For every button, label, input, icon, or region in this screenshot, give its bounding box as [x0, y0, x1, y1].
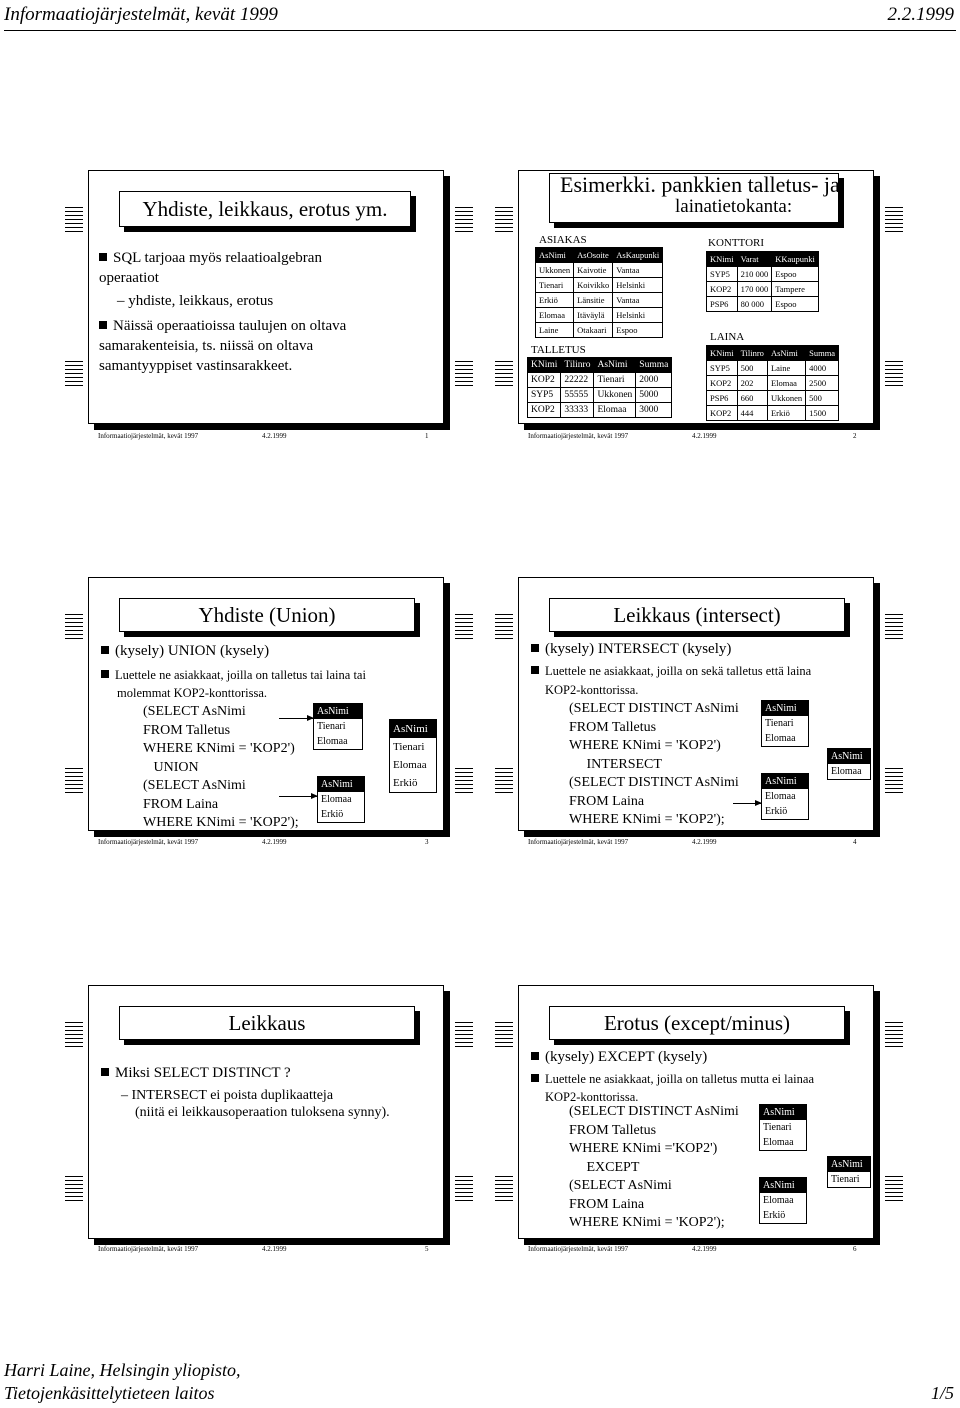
table-cell: Elomaa: [594, 403, 636, 418]
table-cell: Erkiö: [536, 293, 574, 308]
margin-lines: [885, 361, 903, 389]
table-cell: SYP5: [707, 361, 738, 376]
column-cell: Elomaa: [317, 736, 348, 747]
query-result-column: [759, 1104, 807, 1151]
column-header: AsNimi: [762, 774, 808, 789]
slide-6: [518, 985, 874, 1239]
bullet-continuation: KOP2-konttorissa.: [545, 1090, 639, 1104]
margin-lines: [65, 207, 83, 235]
query-result-column: [759, 1177, 807, 1224]
table-row: [528, 373, 672, 388]
margin-lines: [455, 614, 473, 642]
table-cell: Tampere: [772, 282, 819, 297]
margin-lines: [455, 1176, 473, 1204]
table-row: [528, 388, 672, 403]
table-row: [707, 361, 839, 376]
table-cell: 22222: [561, 373, 594, 388]
table-cell: KOP2: [707, 406, 738, 421]
table-row: [707, 282, 819, 297]
table-asiakas: [535, 247, 663, 338]
column-header: AsNimi: [390, 720, 436, 738]
column-cell: Erkiö: [765, 806, 788, 817]
column-header: AsNimi: [536, 248, 574, 263]
column-header: Varat: [737, 252, 772, 267]
table-cell: Espoo: [613, 323, 663, 338]
margin-lines: [495, 361, 513, 389]
column-cell: Tienari: [763, 1122, 792, 1133]
table-cell: Helsinki: [613, 278, 663, 293]
column-header: AsKaupunki: [613, 248, 663, 263]
margin-lines: [495, 768, 513, 796]
table-cell: Espoo: [772, 267, 819, 282]
bullet-continuation: molemmat KOP2-konttorissa.: [117, 686, 267, 700]
table-cell: Kaivotie: [574, 263, 613, 278]
sql-query: (SELECT DISTINCT AsNimi FROM Talletus WHERE KNimi ='KOP2') EXCEPT (SELECT AsNimi FROM Laina WHERE KNimi = 'KOP2');: [569, 1104, 739, 1230]
table-header-row: [707, 252, 819, 267]
page-header-date: 2.2.1999: [887, 4, 954, 25]
table-cell: KOP2: [528, 403, 561, 418]
slide-footer-course: Informaatiojärjestelmät, kevät 1997: [98, 432, 199, 440]
slide-number: 4: [853, 838, 857, 846]
title-line: Esimerkki. pankkien talletus- ja: [560, 172, 840, 197]
margin-lines: [495, 614, 513, 642]
table-cell: PSP6: [707, 297, 738, 312]
table-label-talletus: TALLETUS: [531, 344, 586, 356]
table-row: [707, 267, 819, 282]
table-cell: 1500: [806, 406, 839, 421]
slide-4: [518, 577, 874, 831]
bullet-square-icon: [531, 666, 539, 674]
query-result-column: [761, 773, 809, 820]
table-cell: KOP2: [707, 376, 738, 391]
query-result-column: [313, 703, 363, 750]
slide-footer-course: Informaatiojärjestelmät, kevät 1997: [528, 1245, 629, 1253]
table-label-laina: LAINA: [710, 331, 745, 343]
bullet-continuation: samantyyppiset vastinsarakkeet.: [99, 358, 293, 374]
table-cell: Helsinki: [613, 308, 663, 323]
table-cell: KOP2: [707, 282, 738, 297]
slide-title: Yhdiste (Union): [119, 598, 415, 632]
table-cell: 170 000: [737, 282, 772, 297]
table-cell: Elomaa: [536, 308, 574, 323]
table-cell: 444: [737, 406, 767, 421]
table-cell: 2500: [806, 376, 839, 391]
column-cell: Tienari: [765, 718, 794, 729]
table-cell: Ukkonen: [594, 388, 636, 403]
column-cell: Elomaa: [831, 766, 862, 777]
slide-footer-date: 4.2.1999: [262, 1245, 287, 1253]
table-cell: KOP2: [528, 373, 561, 388]
slide-1: [88, 170, 444, 424]
table-cell: 3000: [636, 403, 672, 418]
slide-footer-course: Informaatiojärjestelmät, kevät 1997: [98, 1245, 199, 1253]
margin-lines: [885, 207, 903, 235]
table-cell: 33333: [561, 403, 594, 418]
column-header: KNimi: [528, 358, 561, 373]
table-cell: Ukkonen: [536, 263, 574, 278]
slide-5: [88, 985, 444, 1239]
margin-lines: [65, 1022, 83, 1050]
table-row: [707, 297, 819, 312]
margin-lines: [885, 768, 903, 796]
intersect-result-column: [827, 748, 871, 780]
footer-author: Harri Laine, Helsingin yliopisto,: [4, 1360, 241, 1380]
table-cell: 660: [737, 391, 767, 406]
column-cell: Tienari: [831, 1174, 860, 1185]
slide-title: Erotus (except/minus): [549, 1006, 845, 1040]
sql-query: (SELECT DISTINCT AsNimi FROM Talletus WHERE KNimi = 'KOP2') INTERSECT (SELECT DISTINCT AsNimi FROM Laina WHERE KNimi = 'KOP2');: [569, 701, 739, 827]
margin-lines: [455, 768, 473, 796]
column-cell: Elomaa: [763, 1195, 794, 1206]
table-cell: Länsitie: [574, 293, 613, 308]
column-header: AsOsoite: [574, 248, 613, 263]
bullet-square-icon: [531, 1074, 539, 1082]
title-line: lainatietokanta:: [675, 196, 793, 217]
table-cell: 202: [737, 376, 767, 391]
column-header: AsNimi: [594, 358, 636, 373]
table-cell: 500: [737, 361, 767, 376]
bullet-square-icon: [99, 321, 107, 329]
arrow-icon: [733, 803, 761, 804]
slide-footer-course: Informaatiojärjestelmät, kevät 1997: [528, 432, 629, 440]
margin-lines: [455, 207, 473, 235]
column-cell: Tienari: [393, 741, 425, 753]
slide-number: 6: [853, 1245, 857, 1253]
margin-lines: [495, 207, 513, 235]
table-row: [707, 376, 839, 391]
column-header: KKaupunki: [772, 252, 819, 267]
column-header: AsNimi: [828, 1157, 870, 1172]
slide-number: 1: [425, 432, 429, 440]
table-cell: Tienari: [536, 278, 574, 293]
margin-lines: [495, 1176, 513, 1204]
column-header: Summa: [636, 358, 672, 373]
margin-lines: [65, 1176, 83, 1204]
table-cell: Vantaa: [613, 293, 663, 308]
slide-footer-date: 4.2.1999: [692, 432, 717, 440]
bullet-square-icon: [101, 670, 109, 678]
slide-footer-date: 4.2.1999: [692, 838, 717, 846]
margin-lines: [885, 614, 903, 642]
bullet-square-icon: [99, 253, 107, 261]
query-result-column: [761, 700, 809, 747]
table-cell: 2000: [636, 373, 672, 388]
table-row: [536, 278, 663, 293]
column-header: AsNimi: [767, 346, 805, 361]
table-cell: Tienari: [594, 373, 636, 388]
slide-title: [549, 173, 839, 223]
margin-lines: [495, 1022, 513, 1050]
sub-bullet: – yhdiste, leikkaus, erotus: [117, 293, 274, 309]
table-cell: SYP5: [707, 267, 738, 282]
bullet-item: Luettele ne asiakkaat, joilla on talletus tai laina tai: [101, 666, 366, 684]
bullet-item: (kysely) EXCEPT (kysely): [531, 1048, 707, 1066]
margin-lines: [885, 1022, 903, 1050]
bullet-item: (kysely) INTERSECT (kysely): [531, 640, 731, 658]
column-cell: Elomaa: [321, 794, 352, 805]
query-result-column: [317, 776, 365, 823]
margin-lines: [65, 614, 83, 642]
column-header: AsNimi: [762, 701, 808, 716]
slide-footer-date: 4.2.1999: [692, 1245, 717, 1253]
table-cell: 55555: [561, 388, 594, 403]
table-cell: Ukkonen: [767, 391, 805, 406]
slide-footer-course: Informaatiojärjestelmät, kevät 1997: [98, 838, 199, 846]
bullet-continuation: operaatiot: [99, 270, 159, 286]
column-cell: Elomaa: [765, 791, 796, 802]
bullet-item: Luettele ne asiakkaat, joilla on talletus mutta ei lainaa: [531, 1070, 814, 1088]
table-laina: [706, 345, 839, 421]
column-header: AsNimi: [760, 1105, 806, 1120]
table-cell: 5000: [636, 388, 672, 403]
table-cell: Vantaa: [613, 263, 663, 278]
table-row: [707, 391, 839, 406]
table-cell: SYP5: [528, 388, 561, 403]
table-cell: PSP6: [707, 391, 738, 406]
slide-3: [88, 577, 444, 831]
table-label-asiakas: ASIAKAS: [539, 234, 587, 246]
table-cell: 80 000: [737, 297, 772, 312]
slide-title: Leikkaus: [119, 1006, 415, 1040]
table-row: [536, 308, 663, 323]
slide-number: 3: [425, 838, 429, 846]
bullet-square-icon: [101, 1068, 109, 1076]
table-label-konttori: KONTTORI: [708, 237, 765, 249]
sub-bullet: – INTERSECT ei poista duplikaatteja: [121, 1088, 334, 1103]
slide-title: Yhdiste, leikkaus, erotus ym.: [119, 191, 411, 227]
slide-title: Leikkaus (intersect): [549, 598, 845, 632]
header-rule: [4, 30, 956, 31]
table-cell: Erkiö: [767, 406, 805, 421]
bullet-square-icon: [531, 1052, 539, 1060]
table-row: [536, 293, 663, 308]
table-row: [536, 323, 663, 338]
column-header: Tilinro: [737, 346, 767, 361]
margin-lines: [65, 768, 83, 796]
column-cell: Tienari: [317, 721, 346, 732]
table-row: [528, 403, 672, 418]
column-header: AsNimi: [314, 704, 362, 719]
bullet-square-icon: [531, 644, 539, 652]
margin-lines: [885, 1176, 903, 1204]
column-header: KNimi: [707, 252, 738, 267]
page-header-title: Informaatiojärjestelmät, kevät 1999: [4, 4, 278, 25]
margin-lines: [455, 361, 473, 389]
slide-footer-course: Informaatiojärjestelmät, kevät 1997: [528, 838, 629, 846]
table-konttori: [706, 251, 819, 312]
table-cell: Otakaari: [574, 323, 613, 338]
slide-number: 5: [425, 1245, 429, 1253]
column-header: AsNimi: [760, 1178, 806, 1193]
table-header-row: [528, 358, 672, 373]
table-cell: Koivikko: [574, 278, 613, 293]
slide-number: 2: [853, 432, 857, 440]
table-cell: Espoo: [772, 297, 819, 312]
table-cell: Itäväylä: [574, 308, 613, 323]
margin-lines: [455, 1022, 473, 1050]
bullet-continuation: KOP2-konttorissa.: [545, 683, 639, 697]
sql-query: (SELECT AsNimi FROM Talletus WHERE KNimi = 'KOP2') UNION (SELECT AsNimi FROM Laina WHERE KNimi = 'KOP2');: [143, 704, 299, 830]
table-talletus: [527, 357, 672, 418]
bullet-square-icon: [101, 646, 109, 654]
table-cell: 4000: [806, 361, 839, 376]
column-cell: Elomaa: [765, 733, 796, 744]
slide-footer-date: 4.2.1999: [262, 432, 287, 440]
footer-department: Tietojenkäsittelytieteen laitos: [4, 1383, 215, 1403]
table-cell: Elomaa: [767, 376, 805, 391]
column-cell: Erkiö: [763, 1210, 786, 1221]
column-cell: Erkiö: [393, 777, 418, 789]
table-row: [707, 406, 839, 421]
column-cell: Erkiö: [321, 809, 344, 820]
bullet-item: SQL tarjoaa myös relaatioalgebran: [99, 249, 322, 267]
column-header: AsNimi: [828, 749, 870, 764]
table-header-row: [536, 248, 663, 263]
column-header: AsNimi: [318, 777, 364, 792]
table-header-row: [707, 346, 839, 361]
arrow-icon: [279, 796, 317, 797]
union-result-column: [389, 719, 437, 793]
table-cell: Laine: [767, 361, 805, 376]
sub-bullet-continuation: (niitä ei leikkausoperaation tuloksena synny).: [135, 1105, 390, 1120]
table-row: [536, 263, 663, 278]
bullet-item: (kysely) UNION (kysely): [101, 642, 269, 660]
slide-2: [518, 170, 874, 424]
margin-lines: [65, 361, 83, 389]
bullet-continuation: samarakenteisia, ts. niissä on oltava: [99, 338, 314, 354]
column-header: Summa: [806, 346, 839, 361]
slide-footer-date: 4.2.1999: [262, 838, 287, 846]
table-cell: Laine: [536, 323, 574, 338]
column-header: Tilinro: [561, 358, 594, 373]
footer-page-number: 1/5: [930, 1383, 954, 1403]
except-result-column: [827, 1156, 871, 1188]
bullet-item: Luettele ne asiakkaat, joilla on sekä talletus että laina: [531, 662, 811, 680]
table-cell: 210 000: [737, 267, 772, 282]
table-cell: 500: [806, 391, 839, 406]
column-cell: Elomaa: [393, 759, 427, 771]
arrow-icon: [279, 718, 313, 719]
column-header: KNimi: [707, 346, 738, 361]
column-cell: Elomaa: [763, 1137, 794, 1148]
bullet-item: Näissä operaatioissa taulujen on oltava: [99, 317, 346, 335]
bullet-item: Miksi SELECT DISTINCT ?: [101, 1064, 291, 1082]
